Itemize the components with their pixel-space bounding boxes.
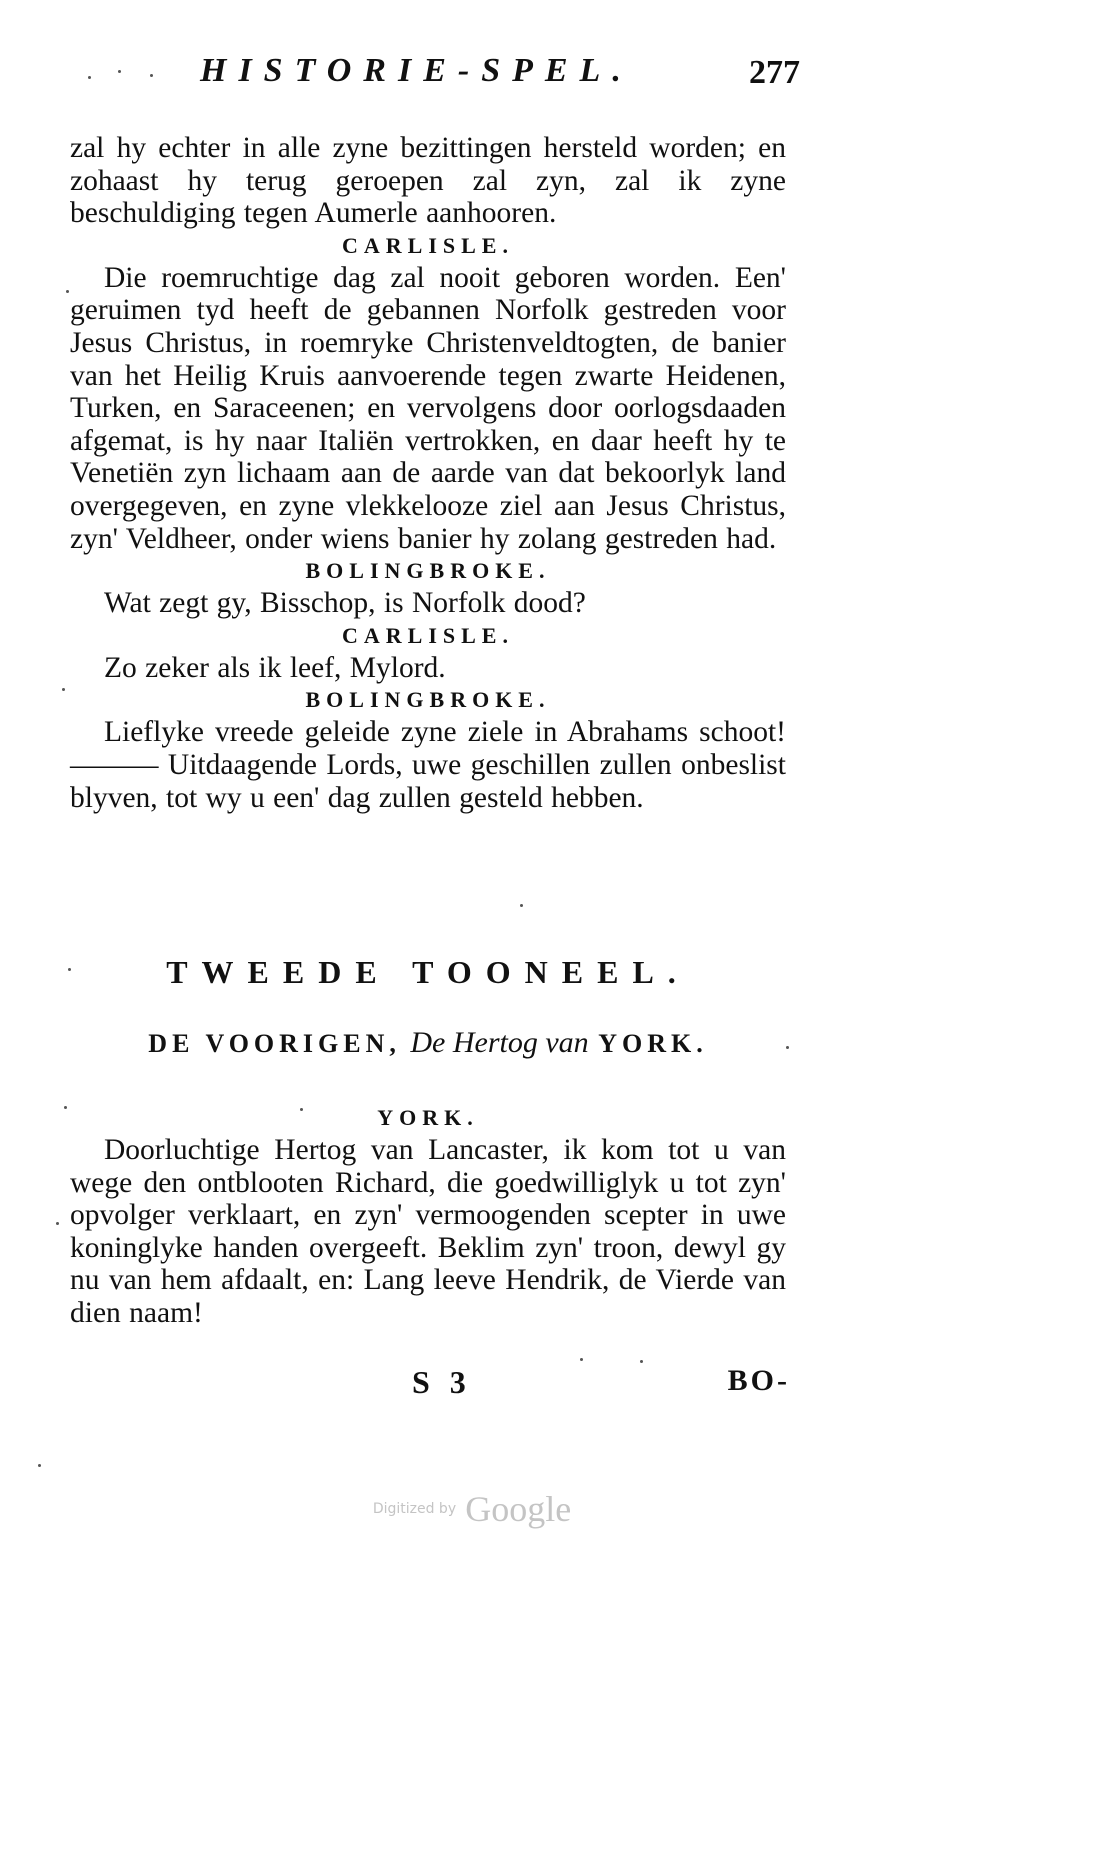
print-speck xyxy=(56,1222,59,1225)
running-title: HISTORIE-SPEL. xyxy=(200,52,633,89)
watermark-prefix: Digitized by xyxy=(372,1501,457,1517)
print-speck xyxy=(38,1464,41,1467)
print-speck xyxy=(300,1108,303,1111)
speaker-carlisle: CARLISLE. xyxy=(342,232,514,258)
print-speck xyxy=(786,1046,789,1049)
york-section xyxy=(70,1102,786,1330)
characters-york: YORK. xyxy=(598,1029,708,1058)
continuation-paragraph: zal hy echter in alle zyne bezittingen hersteld worden; en zohaast hy terug geroepen zal zyn, zal ik zyne beschuldiging tegen Aumerle aanhooren. xyxy=(70,132,786,230)
print-speck xyxy=(118,70,121,73)
bolingbroke-speech: Wat zegt gy, Bisschop, is Norfolk dood? xyxy=(104,587,586,620)
scene-characters xyxy=(70,1026,786,1060)
print-speck xyxy=(640,1360,643,1363)
speaker-bolingbroke: BOLINGBROKE. xyxy=(305,558,551,584)
carlisle-speech: Zo zeker als ik leef, Mylord. xyxy=(104,651,446,684)
print-speck xyxy=(520,904,523,907)
print-speck xyxy=(68,968,71,971)
characters-previous: DE VOORIGEN, xyxy=(148,1029,401,1058)
print-speck xyxy=(88,76,91,79)
characters-duke: De Hertog van xyxy=(410,1026,589,1059)
print-speck xyxy=(150,74,153,77)
page-footer xyxy=(70,1364,790,1408)
digitization-watermark xyxy=(0,1488,944,1530)
speaker-bolingbroke: BOLINGBROKE. xyxy=(305,687,551,713)
print-speck xyxy=(66,290,69,293)
catchword: BO- xyxy=(727,1364,790,1397)
google-logo: Google xyxy=(465,1489,572,1529)
print-speck xyxy=(64,1106,67,1109)
bolingbroke-speech: Lieflyke vreede geleide zyne ziele in Abrahams schoot! ——— Uitdaagende Lords, uwe geschillen zullen onbeslist blyven, tot wy u een' dag zullen gesteld hebben. xyxy=(70,716,786,814)
print-speck xyxy=(62,688,65,691)
speaker-york: YORK. xyxy=(377,1105,479,1130)
york-speech: Doorluchtige Hertog van Lancaster, ik kom tot u van wege den ontblooten Richard, die goedwilliglyk u tot zyn' opvolger verklaart, en zyn' vermoogenden scepter in uwe koninglyke handen overgeeft. Beklim zyn' troon, dewyl gy nu van hem afdaalt, en: Lang leeve Hendrik, de Vierde van dien naam! xyxy=(70,1134,786,1329)
carlisle-speech: Die roemruchtige dag zal nooit geboren worden. Een' geruimen tyd heeft de gebannen Norfolk gestreden voor Jesus Christus, in roemryke Christenveldtogten, de banier van het Heilig Kruis aanvoerende tegen zwarte Heidenen, Turken, en Saraceenen; en vervolgens door oorlogsdaaden afgemat, is hy naar Italiën vertrokken, en daar heeft hy te Venetiën zyn lichaam aan de aarde van dat bekoorlyk land overgegeven, en zyne vlekkelooze ziel aan Jesus Christus, zyn' Veldheer, onder wiens banier hy zolang gestreden had. xyxy=(70,261,786,555)
speaker-carlisle: CARLISLE. xyxy=(342,622,514,648)
print-speck xyxy=(580,1358,583,1361)
scene-title: TWEEDE TOONEEL. xyxy=(166,954,690,990)
page-number: 277 xyxy=(749,54,800,91)
main-text xyxy=(70,132,786,814)
signature-mark: S 3 xyxy=(412,1364,472,1400)
running-head xyxy=(60,52,800,100)
